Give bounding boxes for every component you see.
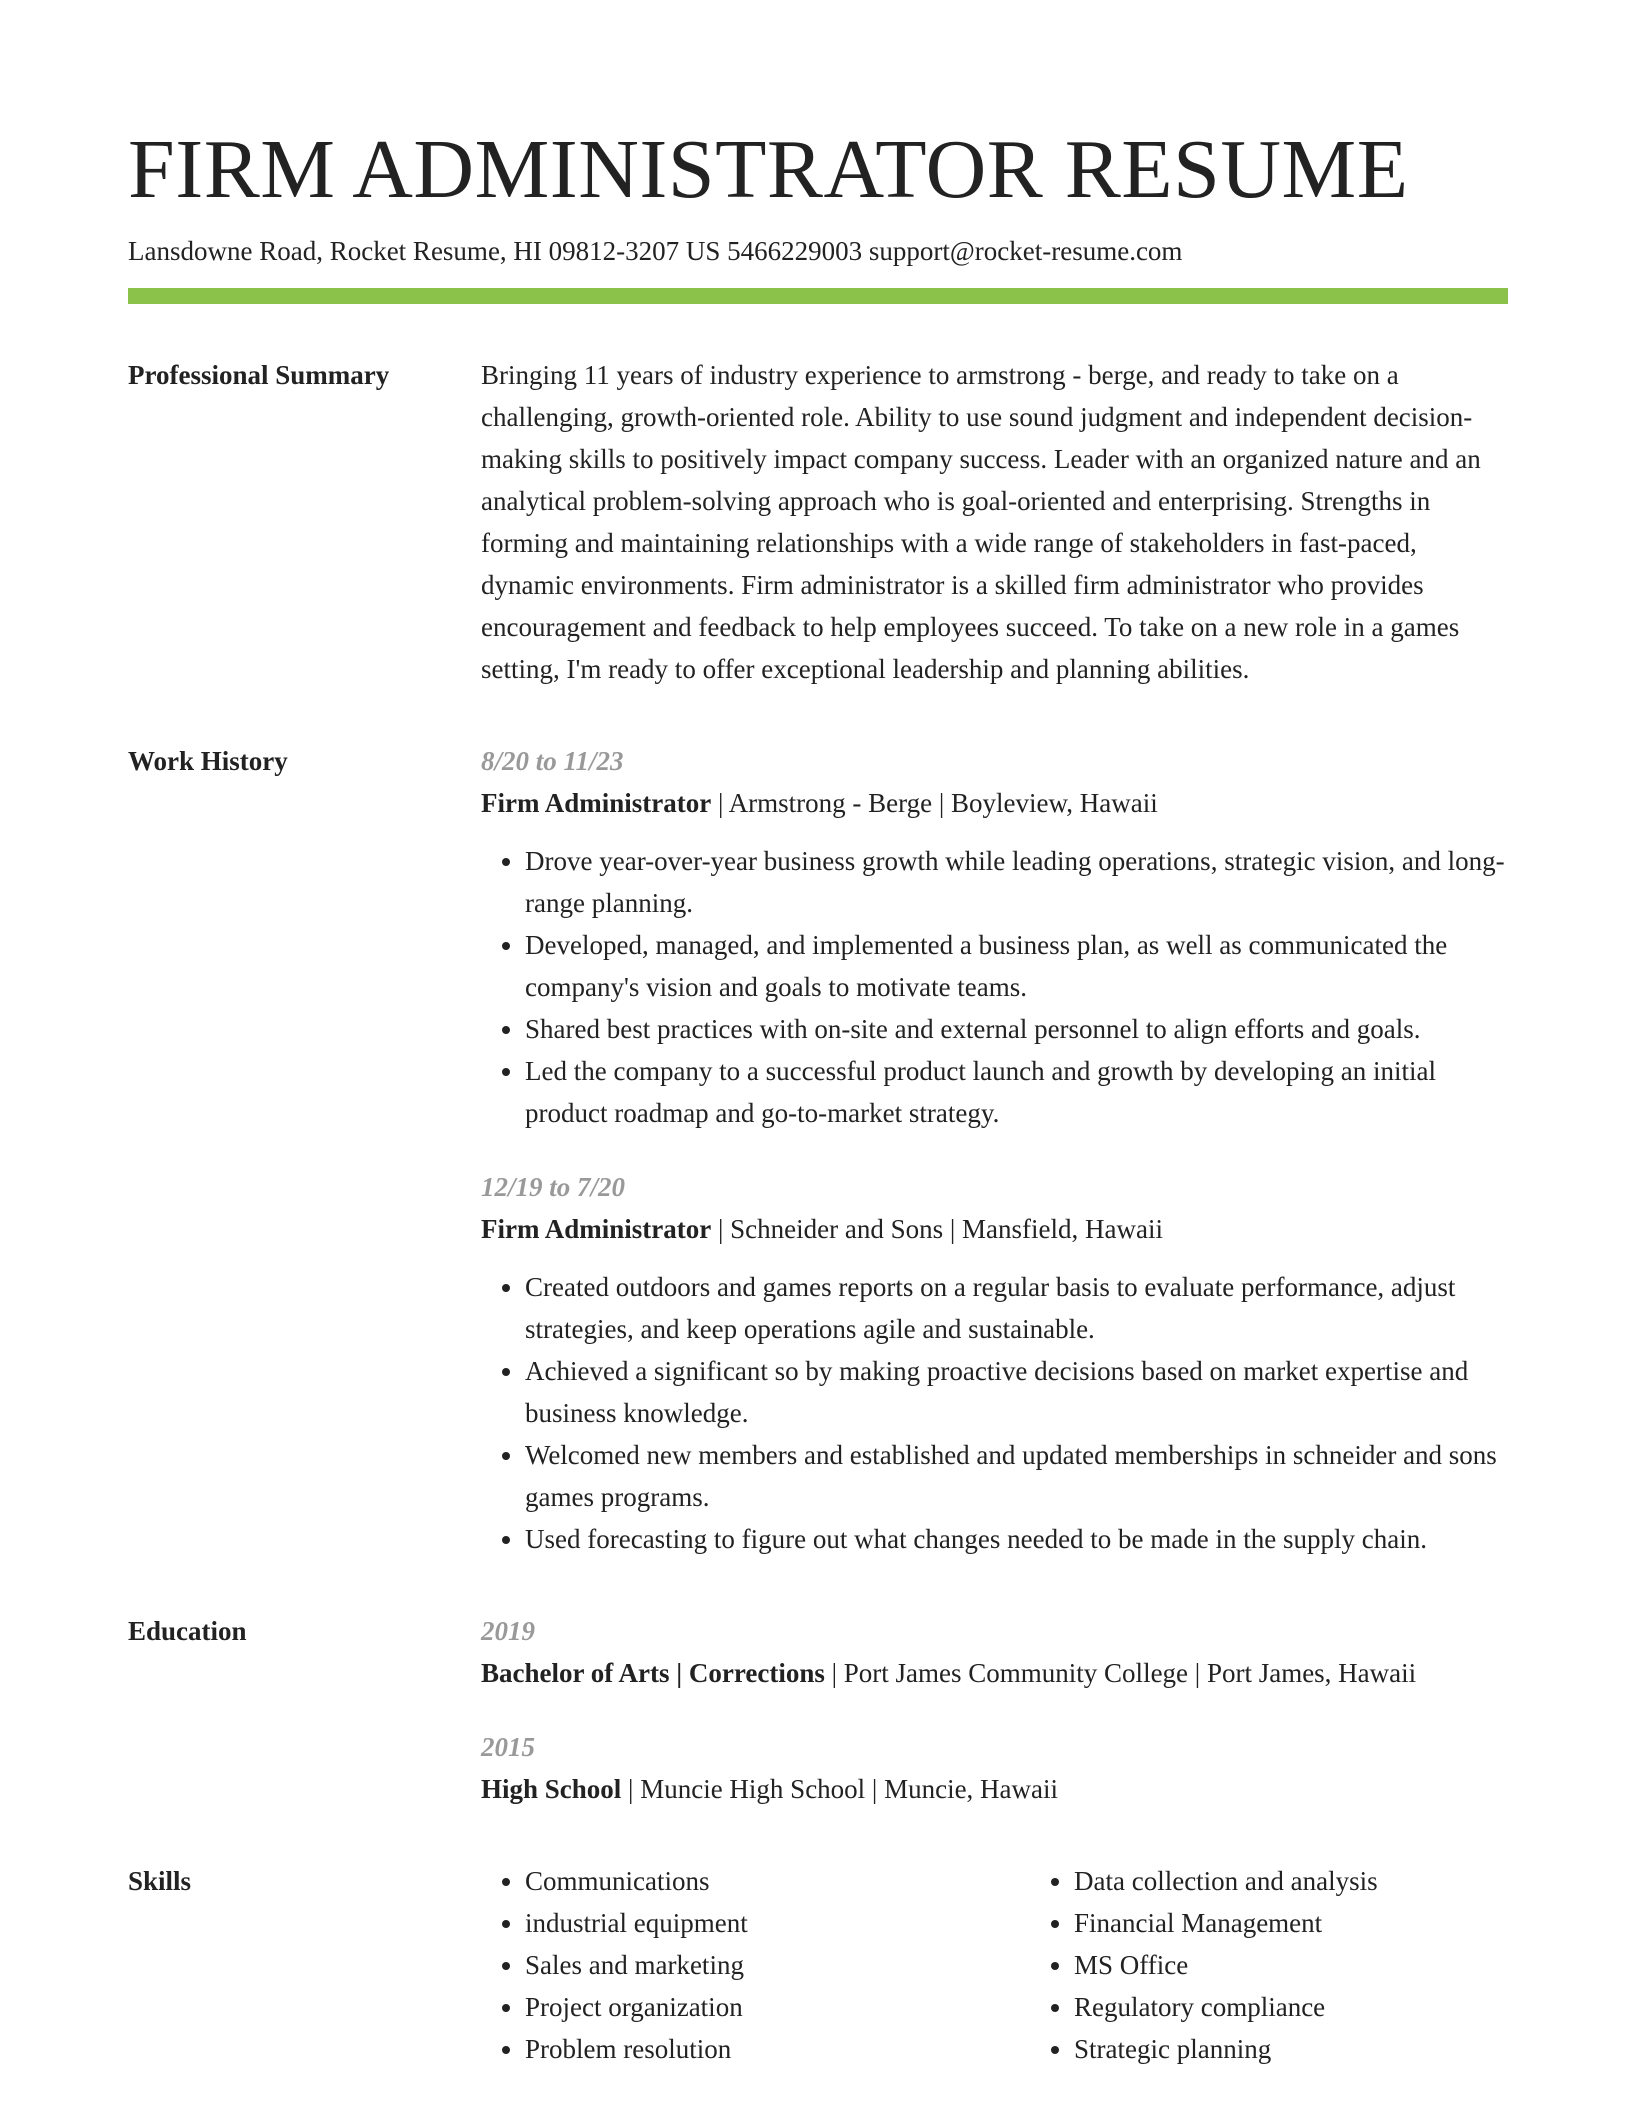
job-heading <box>481 782 1508 824</box>
education-body <box>481 1610 1508 1810</box>
skill-item: • Project organization <box>525 1986 1030 2028</box>
resume-title: FIRM ADMINISTRATOR RESUME <box>128 123 1409 216</box>
summary-section <box>128 354 1508 690</box>
education-entry <box>481 1726 1508 1810</box>
job-bullets <box>481 1266 1508 1560</box>
job-entry <box>481 740 1508 1134</box>
skill-item: • industrial equipment <box>525 1902 1030 1944</box>
job-details: | Schneider and Sons | Mansfield, Hawaii <box>711 1214 1163 1244</box>
education-degree: High School <box>481 1774 622 1804</box>
summary-text: Bringing 11 years of industry experience to armstrong - berge, and ready to take on a challenging, growth-oriented role. Ability to use sound judgment and independent decision-making skills to positively impact company success. Leader with an organized nature and an analytical problem-solving approach who is goal-oriented and enterprising. Strengths in forming and maintaining relationships with a wide range of stakeholders in fast-paced, dynamic environments. Firm administrator is a skilled firm administrator who provides encouragement and feedback to help employees succeed. To take on a new role in a games setting, I'm ready to offer exceptional leadership and planning abilities. <box>481 360 1481 684</box>
job-bullet: • Shared best practices with on-site and external personnel to align efforts and goals. <box>525 1008 1508 1050</box>
skill-item: • Communications <box>525 1860 1030 1902</box>
summary-body <box>481 354 1508 690</box>
resume-page <box>128 120 1508 2070</box>
job-bullet: • Created outdoors and games reports on a regular basis to evaluate performance, adjust strategies, and keep operations agile and sustainable. <box>525 1266 1508 1350</box>
skill-item: • MS Office <box>1074 1944 1579 1986</box>
job-bullet: • Developed, managed, and implemented a business plan, as well as communicated the company's vision and goals to motivate teams. <box>525 924 1508 1008</box>
education-heading <box>481 1768 1508 1810</box>
job-bullet: • Drove year-over-year business growth while leading operations, strategic vision, and long-range planning. <box>525 840 1508 924</box>
education-entry <box>481 1610 1508 1694</box>
skill-item: • Strategic planning <box>1074 2028 1579 2070</box>
education-heading <box>481 1652 1508 1694</box>
skill-item: • Sales and marketing <box>525 1944 1030 1986</box>
job-title: Firm Administrator <box>481 788 712 818</box>
skills-grid <box>481 1860 1579 2070</box>
job-bullet: • Used forecasting to figure out what changes needed to be made in the supply chain. <box>525 1518 1508 1560</box>
skills-column-left <box>481 1860 1030 2070</box>
skills-section <box>128 1860 1508 2070</box>
header-divider <box>128 288 1508 304</box>
job-entry <box>481 1166 1508 1560</box>
job-dates: 8/20 to 11/23 <box>481 746 624 776</box>
job-details: | Armstrong - Berge | Boyleview, Hawaii <box>711 788 1158 818</box>
skill-item: • Problem resolution <box>525 2028 1030 2070</box>
job-bullet: • Achieved a significant so by making proactive decisions based on market expertise and business knowledge. <box>525 1350 1508 1434</box>
job-dates: 12/19 to 7/20 <box>481 1172 626 1202</box>
skill-item: • Financial Management <box>1074 1902 1579 1944</box>
education-details: | Muncie High School | Muncie, Hawaii <box>621 1774 1059 1804</box>
job-bullets <box>481 840 1508 1134</box>
job-title: Firm Administrator <box>481 1214 712 1244</box>
skill-item: • Data collection and analysis <box>1074 1860 1579 1902</box>
job-heading <box>481 1208 1508 1250</box>
section-label-summary: Professional Summary <box>128 360 390 390</box>
education-year: 2015 <box>481 1732 535 1762</box>
work-body <box>481 740 1508 1560</box>
section-label-work: Work History <box>128 746 288 776</box>
skills-column-right <box>1030 1860 1579 2070</box>
section-label-education: Education <box>128 1616 247 1646</box>
work-section <box>128 740 1508 1560</box>
contact-line: Lansdowne Road, Rocket Resume, HI 09812-3207 US 5466229003 support@rocket-resume.com <box>128 236 1183 266</box>
skill-item: • Regulatory compliance <box>1074 1986 1579 2028</box>
education-degree: Bachelor of Arts | Corrections <box>481 1658 825 1688</box>
education-year: 2019 <box>481 1616 535 1646</box>
section-label-skills: Skills <box>128 1866 192 1896</box>
job-bullet: • Welcomed new members and established and updated memberships in schneider and sons games programs. <box>525 1434 1508 1518</box>
education-details: | Port James Community College | Port James, Hawaii <box>824 1658 1417 1688</box>
education-section <box>128 1610 1508 1810</box>
skills-body <box>481 1860 1579 2070</box>
job-bullet: • Led the company to a successful product launch and growth by developing an initial product roadmap and go-to-market strategy. <box>525 1050 1508 1134</box>
